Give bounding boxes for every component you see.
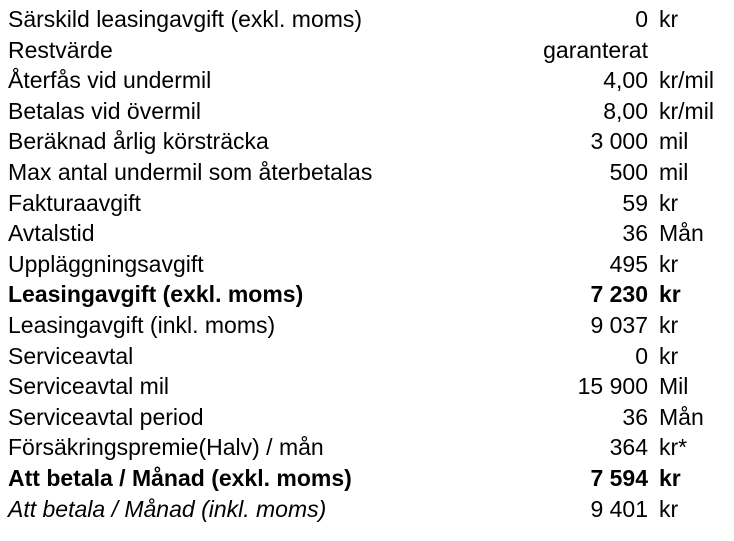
row-unit: kr xyxy=(659,189,679,216)
row-value: 4,00 xyxy=(603,67,648,94)
row-sarskild-leasingavgift xyxy=(0,4,734,35)
row-label: Serviceavtal mil xyxy=(8,373,170,400)
row-label: Uppläggningsavgift xyxy=(8,250,204,277)
row-restvarde xyxy=(0,35,734,66)
row-unit: kr xyxy=(659,250,679,277)
row-label: Leasingavgift (exkl. moms) xyxy=(8,281,304,308)
row-value: 9 037 xyxy=(590,311,648,338)
row-beraknad-arlig-korstracka xyxy=(0,126,734,157)
row-value: 364 xyxy=(609,434,648,461)
row-leasingavgift-inkl-moms xyxy=(0,310,734,341)
row-upplaggningsavgift xyxy=(0,249,734,280)
row-label: Serviceavtal period xyxy=(8,403,204,430)
row-value: garanterat xyxy=(543,36,648,63)
row-value: 495 xyxy=(609,250,648,277)
row-label: Särskild leasingavgift (exkl. moms) xyxy=(8,6,363,32)
row-value: 36 xyxy=(622,220,648,247)
row-value: 9 401 xyxy=(590,495,648,522)
row-unit: mil xyxy=(659,128,689,155)
row-serviceavtal-mil xyxy=(0,371,734,402)
row-leasingavgift-exkl-moms xyxy=(0,279,734,310)
row-value: 0 xyxy=(635,6,648,32)
row-value: 500 xyxy=(609,158,648,185)
row-unit: Mil xyxy=(659,373,689,400)
row-unit: kr/mil xyxy=(659,67,714,94)
row-label: Beräknad årlig körsträcka xyxy=(8,128,269,155)
row-label: Leasingavgift (inkl. moms) xyxy=(8,311,276,338)
row-unit: Mån xyxy=(659,220,704,247)
row-value: 3 000 xyxy=(590,128,648,155)
row-unit: kr xyxy=(659,464,681,491)
row-value: 36 xyxy=(622,403,648,430)
row-label: Att betala / Månad (exkl. moms) xyxy=(8,464,352,491)
row-unit: kr xyxy=(659,281,681,308)
row-value: 0 xyxy=(635,342,648,369)
row-forsakringspremie xyxy=(0,432,734,463)
row-unit: kr xyxy=(659,311,679,338)
row-label: Restvärde xyxy=(8,36,113,63)
row-label: Avtalstid xyxy=(8,220,95,247)
row-unit: kr xyxy=(659,6,679,32)
row-value: 15 900 xyxy=(577,373,648,400)
row-label: Fakturaavgift xyxy=(8,189,141,216)
row-label: Försäkringspremie(Halv) / mån xyxy=(8,434,324,461)
row-label: Serviceavtal xyxy=(8,342,134,369)
row-unit: kr xyxy=(659,495,679,522)
row-value: 7 230 xyxy=(590,281,648,308)
row-fakturaavgift xyxy=(0,188,734,219)
row-value: 59 xyxy=(622,189,648,216)
row-label: Betalas vid övermil xyxy=(8,97,202,124)
row-label: Återfås vid undermil xyxy=(8,67,212,94)
row-att-betala-exkl-moms xyxy=(0,463,734,494)
row-serviceavtal-period xyxy=(0,402,734,433)
row-serviceavtal xyxy=(0,341,734,372)
row-value: 8,00 xyxy=(603,97,648,124)
row-unit: kr xyxy=(659,342,679,369)
row-label: Max antal undermil som återbetalas xyxy=(8,158,373,185)
row-unit: mil xyxy=(659,158,689,185)
row-max-antal-undermil xyxy=(0,157,734,188)
row-avtalstid xyxy=(0,218,734,249)
row-aterfas-vid-undermil xyxy=(0,65,734,96)
row-unit: kr/mil xyxy=(659,97,714,124)
row-unit: Mån xyxy=(659,403,704,430)
row-unit: kr* xyxy=(659,434,688,461)
row-betalas-vid-overmil xyxy=(0,96,734,127)
row-label: Att betala / Månad (inkl. moms) xyxy=(8,495,327,522)
row-value: 7 594 xyxy=(590,464,648,491)
row-att-betala-inkl-moms xyxy=(0,494,734,525)
